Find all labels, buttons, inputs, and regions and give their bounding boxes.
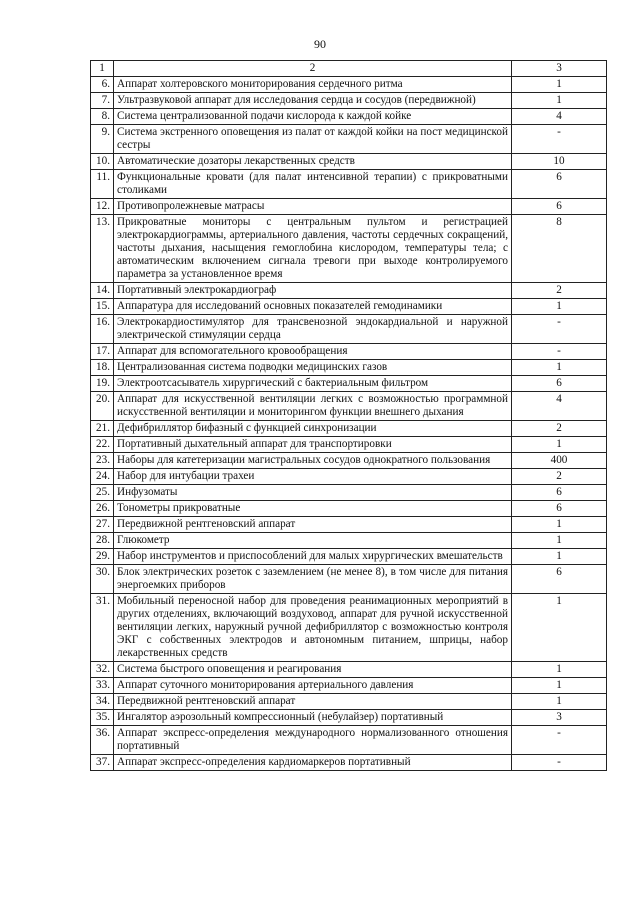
- table-row: [91, 565, 607, 594]
- row-number: 10.: [91, 154, 114, 170]
- row-number: 30.: [91, 565, 114, 594]
- table-row: [91, 77, 607, 93]
- table-row: [91, 299, 607, 315]
- equipment-quantity: 1: [512, 594, 607, 662]
- equipment-quantity: 1: [512, 549, 607, 565]
- equipment-name: Аппарат холтеровского мониторирования сердечного ритма: [114, 77, 512, 93]
- equipment-quantity: 3: [512, 710, 607, 726]
- table-row: [91, 437, 607, 453]
- header-quantity: 3: [512, 61, 607, 77]
- equipment-name: Аппарат для вспомогательного кровообращения: [114, 344, 512, 360]
- table-row: [91, 315, 607, 344]
- row-number: 33.: [91, 678, 114, 694]
- row-number: 12.: [91, 199, 114, 215]
- equipment-name: Передвижной рентгеновский аппарат: [114, 517, 512, 533]
- table-row: [91, 360, 607, 376]
- table-header-row: [91, 61, 607, 77]
- row-number: 8.: [91, 109, 114, 125]
- equipment-quantity: -: [512, 125, 607, 154]
- equipment-quantity: 1: [512, 517, 607, 533]
- row-number: 37.: [91, 755, 114, 771]
- equipment-name: Система экстренного оповещения из палат от каждой койки на пост медицинской сестры: [114, 125, 512, 154]
- table-row: [91, 533, 607, 549]
- equipment-quantity: 2: [512, 469, 607, 485]
- row-number: 15.: [91, 299, 114, 315]
- row-number: 27.: [91, 517, 114, 533]
- row-number: 18.: [91, 360, 114, 376]
- equipment-name: Система быстрого оповещения и реагирования: [114, 662, 512, 678]
- equipment-quantity: 6: [512, 565, 607, 594]
- equipment-name: Ультразвуковой аппарат для исследования сердца и сосудов (передвижной): [114, 93, 512, 109]
- table-row: [91, 678, 607, 694]
- table-row: [91, 421, 607, 437]
- row-number: 23.: [91, 453, 114, 469]
- equipment-name: Централизованная система подводки медицинских газов: [114, 360, 512, 376]
- equipment-table: [90, 60, 607, 771]
- equipment-name: Электрокардиостимулятор для трансвенозной эндокардиальной и наружной электрической стимуляции сердца: [114, 315, 512, 344]
- equipment-quantity: 1: [512, 77, 607, 93]
- equipment-quantity: 4: [512, 109, 607, 125]
- equipment-name: Автоматические дозаторы лекарственных средств: [114, 154, 512, 170]
- row-number: 22.: [91, 437, 114, 453]
- table-row: [91, 170, 607, 199]
- table-row: [91, 154, 607, 170]
- equipment-quantity: -: [512, 755, 607, 771]
- table-row: [91, 710, 607, 726]
- row-number: 20.: [91, 392, 114, 421]
- row-number: 24.: [91, 469, 114, 485]
- equipment-name: Аппарат суточного мониторирования артериального давления: [114, 678, 512, 694]
- equipment-name: Противопролежневые матрасы: [114, 199, 512, 215]
- table-row: [91, 376, 607, 392]
- equipment-name: Дефибриллятор бифазный с функцией синхронизации: [114, 421, 512, 437]
- row-number: 32.: [91, 662, 114, 678]
- table-row: [91, 283, 607, 299]
- table-row: [91, 392, 607, 421]
- equipment-quantity: -: [512, 315, 607, 344]
- equipment-name: Система централизованной подачи кислорода к каждой койке: [114, 109, 512, 125]
- row-number: 36.: [91, 726, 114, 755]
- table-row: [91, 662, 607, 678]
- row-number: 28.: [91, 533, 114, 549]
- table-row: [91, 755, 607, 771]
- equipment-name: Портативный дыхательный аппарат для транспортировки: [114, 437, 512, 453]
- equipment-quantity: 8: [512, 215, 607, 283]
- table-row: [91, 517, 607, 533]
- table-row: [91, 485, 607, 501]
- row-number: 29.: [91, 549, 114, 565]
- equipment-quantity: 1: [512, 437, 607, 453]
- equipment-quantity: -: [512, 344, 607, 360]
- table-row: [91, 594, 607, 662]
- page-number: 90: [314, 37, 326, 51]
- row-number: 17.: [91, 344, 114, 360]
- equipment-quantity: 6: [512, 376, 607, 392]
- table-row: [91, 125, 607, 154]
- equipment-quantity: 10: [512, 154, 607, 170]
- equipment-name: Передвижной рентгеновский аппарат: [114, 694, 512, 710]
- row-number: 35.: [91, 710, 114, 726]
- row-number: 13.: [91, 215, 114, 283]
- table-row: [91, 469, 607, 485]
- row-number: 31.: [91, 594, 114, 662]
- table-row: [91, 726, 607, 755]
- equipment-name: Наборы для катетеризации магистральных сосудов однократного пользования: [114, 453, 512, 469]
- equipment-quantity: 2: [512, 283, 607, 299]
- equipment-name: Аппарат экспресс-определения кардиомаркеров портативный: [114, 755, 512, 771]
- equipment-name: Ингалятор аэрозольный компрессионный (небулайзер) портативный: [114, 710, 512, 726]
- table-row: [91, 501, 607, 517]
- equipment-name: Блок электрических розеток с заземлением (не менее 8), в том числе для питания энергоемких приборов: [114, 565, 512, 594]
- equipment-quantity: 6: [512, 485, 607, 501]
- row-number: 9.: [91, 125, 114, 154]
- equipment-quantity: -: [512, 726, 607, 755]
- equipment-quantity: 1: [512, 678, 607, 694]
- table-row: [91, 549, 607, 565]
- row-number: 26.: [91, 501, 114, 517]
- equipment-name: Электроотсасыватель хирургический с бактериальным фильтром: [114, 376, 512, 392]
- equipment-name: Глюкометр: [114, 533, 512, 549]
- equipment-name: Инфузоматы: [114, 485, 512, 501]
- equipment-quantity: 4: [512, 392, 607, 421]
- equipment-name: Функциональные кровати (для палат интенсивной терапии) с прикроватными столиками: [114, 170, 512, 199]
- equipment-name: Аппаратура для исследований основных показателей гемодинамики: [114, 299, 512, 315]
- header-number: 1: [91, 61, 114, 77]
- equipment-name: Аппарат для искусственной вентиляции легких с возможностью программной искусственной вентиляции и мониторингом функции внешнего дыхания: [114, 392, 512, 421]
- table-row: [91, 344, 607, 360]
- equipment-name: Мобильный переносной набор для проведения реанимационных мероприятий в других отделениях, включающий воздуховод, аппарат для ручной искусственной вентиляции легких, наружный ручной дефибриллятор с возможностью контроля ЭКГ с собственных электродов и автономным питанием, шприцы, набор лекарственных средств: [114, 594, 512, 662]
- equipment-name: Аппарат экспресс-определения международного нормализованного отношения портативный: [114, 726, 512, 755]
- table-row: [91, 199, 607, 215]
- equipment-name: Тонометры прикроватные: [114, 501, 512, 517]
- equipment-quantity: 1: [512, 533, 607, 549]
- equipment-name: Прикроватные мониторы с центральным пультом и регистрацией электрокардиограммы, артериального давления, частоты сердечных сокращений, частоты дыхания, насыщения гемоглобина кислородом, температуры тела; с автоматическим включением сигнала тревоги при выходе контролируемого параметра за установленное время: [114, 215, 512, 283]
- equipment-quantity: 400: [512, 453, 607, 469]
- row-number: 11.: [91, 170, 114, 199]
- row-number: 34.: [91, 694, 114, 710]
- table-row: [91, 215, 607, 283]
- table-row: [91, 694, 607, 710]
- row-number: 16.: [91, 315, 114, 344]
- row-number: 25.: [91, 485, 114, 501]
- equipment-quantity: 1: [512, 694, 607, 710]
- equipment-name: Портативный электрокардиограф: [114, 283, 512, 299]
- header-name: 2: [114, 61, 512, 77]
- equipment-quantity: 1: [512, 299, 607, 315]
- row-number: 21.: [91, 421, 114, 437]
- equipment-quantity: 1: [512, 93, 607, 109]
- equipment-quantity: 1: [512, 662, 607, 678]
- equipment-quantity: 6: [512, 170, 607, 199]
- table-row: [91, 109, 607, 125]
- equipment-table-body: [91, 61, 607, 771]
- equipment-quantity: 6: [512, 501, 607, 517]
- table-row: [91, 93, 607, 109]
- equipment-name: Набор для интубации трахеи: [114, 469, 512, 485]
- row-number: 6.: [91, 77, 114, 93]
- table-row: [91, 453, 607, 469]
- equipment-quantity: 2: [512, 421, 607, 437]
- equipment-name: Набор инструментов и приспособлений для малых хирургических вмешательств: [114, 549, 512, 565]
- equipment-quantity: 1: [512, 360, 607, 376]
- row-number: 19.: [91, 376, 114, 392]
- equipment-quantity: 6: [512, 199, 607, 215]
- row-number: 14.: [91, 283, 114, 299]
- row-number: 7.: [91, 93, 114, 109]
